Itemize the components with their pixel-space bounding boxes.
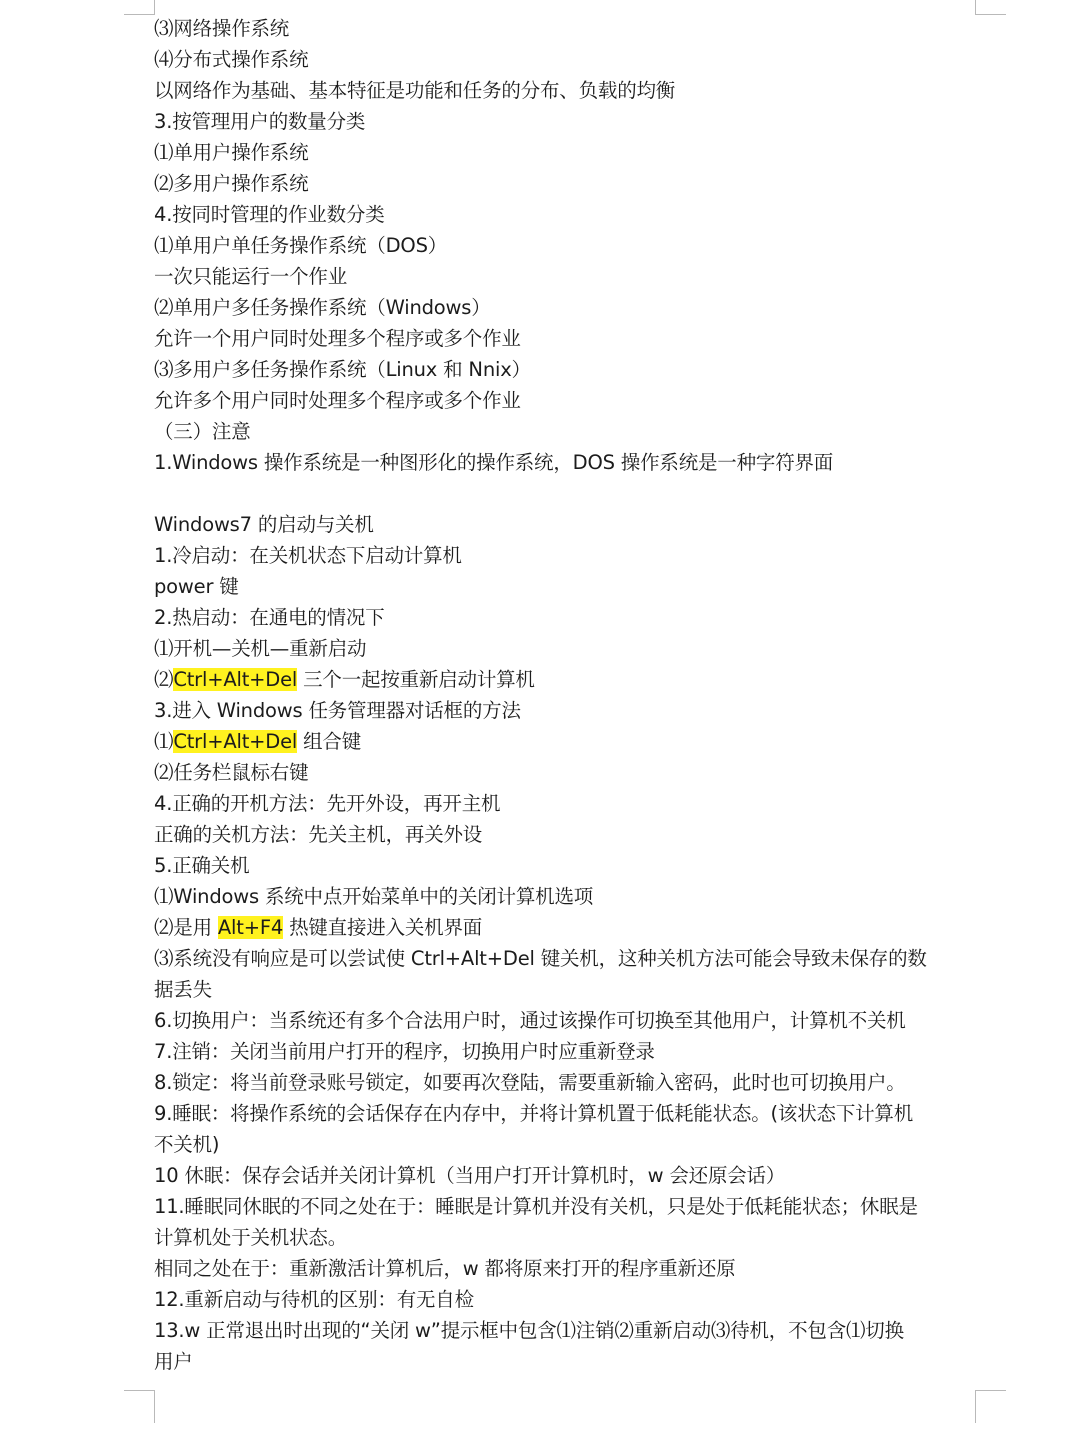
text-line: 据丢失 — [154, 978, 212, 1001]
text-line — [154, 912, 984, 943]
text-line: power 键 — [154, 575, 239, 598]
blank-line — [154, 478, 984, 509]
crop-mark-bottom-right — [975, 1390, 1006, 1423]
line-text: 三个一起按重新启动计算机 — [297, 668, 535, 691]
text-line: ⑴开机—关机—重新启动 — [154, 637, 367, 660]
text-line: 允许一个用户同时处理多个程序或多个作业 — [154, 327, 521, 350]
highlighted-shortcut: Ctrl+Alt+Del — [173, 668, 298, 691]
text-line: 1.Windows 操作系统是一种图形化的操作系统，DOS 操作系统是一种字符界面 — [154, 451, 834, 474]
line-text: 热键直接进入关机界面 — [283, 916, 483, 939]
text-line: 2.热启动：在通电的情况下 — [154, 606, 385, 629]
text-line: 以网络作为基础、基本特征是功能和任务的分布、负载的均衡 — [154, 79, 676, 102]
text-line: 用户 — [154, 1350, 193, 1373]
text-line: ⑵多用户操作系统 — [154, 172, 309, 195]
text-line: ⑴单用户操作系统 — [154, 141, 309, 164]
text-line — [154, 664, 984, 695]
text-line: ⑵任务栏鼠标右键 — [154, 761, 309, 784]
text-line: ⑶多用户多任务操作系统（Linux 和 Nnix） — [154, 358, 531, 381]
document-body — [154, 13, 984, 1377]
text-line: 5.正确关机 — [154, 854, 250, 877]
text-line: 9.睡眠：将操作系统的会话保存在内存中，并将计算机置于低耗能状态。(该状态下计算机 — [154, 1102, 914, 1125]
text-line: 12.重新启动与待机的区别：有无自检 — [154, 1288, 474, 1311]
text-line: 8.锁定：将当前登录账号锁定，如要再次登陆，需要重新输入密码，此时也可切换用户。 — [154, 1071, 906, 1094]
text-line: 不关机) — [154, 1133, 220, 1156]
text-line: 允许多个用户同时处理多个程序或多个作业 — [154, 389, 521, 412]
text-line: Windows7 的启动与关机 — [154, 513, 374, 536]
text-line: 计算机处于关机状态。 — [154, 1226, 348, 1249]
text-line: 7.注销：关闭当前用户打开的程序，切换用户时应重新登录 — [154, 1040, 655, 1063]
text-line: ⑶系统没有响应是可以尝试使 Ctrl+Alt+Del 键关机，这种关机方法可能会导致未保存的数 — [154, 947, 927, 970]
line-text: 组合键 — [297, 730, 362, 753]
text-line: （三）注意 — [154, 420, 251, 443]
text-line: 10 休眠：保存会话并关闭计算机（当用户打开计算机时，w 会还原会话） — [154, 1164, 786, 1187]
text-line: ⑵单用户多任务操作系统（Windows） — [154, 296, 491, 319]
text-line: 相同之处在于：重新激活计算机后，w 都将原来打开的程序重新还原 — [154, 1257, 736, 1280]
text-line: 3.按管理用户的数量分类 — [154, 110, 366, 133]
text-line: 4.正确的开机方法：先开外设，再开主机 — [154, 792, 501, 815]
line-text: ⑵是用 — [154, 916, 218, 939]
text-line: ⑶网络操作系统 — [154, 17, 290, 40]
text-line: 4.按同时管理的作业数分类 — [154, 203, 385, 226]
text-line: ⑴Windows 系统中点开始菜单中的关闭计算机选项 — [154, 885, 594, 908]
text-line: ⑷分布式操作系统 — [154, 48, 309, 71]
line-text: ⑵ — [154, 668, 174, 691]
text-line: 1.冷启动：在关机状态下启动计算机 — [154, 544, 462, 567]
line-text: ⑴ — [154, 730, 174, 753]
text-line: ⑴单用户单任务操作系统（DOS） — [154, 234, 448, 257]
text-line: 13.w 正常退出时出现的“关闭 w”提示框中包含⑴注销⑵重新启动⑶待机，不包含⑴切换 — [154, 1319, 904, 1342]
text-line — [154, 726, 984, 757]
crop-mark-top-left — [124, 0, 155, 15]
text-line: 正确的关机方法：先关主机，再关外设 — [154, 823, 483, 846]
highlighted-shortcut: Ctrl+Alt+Del — [173, 730, 298, 753]
text-line: 一次只能运行一个作业 — [154, 265, 348, 288]
text-line: 6.切换用户：当系统还有多个合法用户时，通过该操作可切换至其他用户，计算机不关机 — [154, 1009, 906, 1032]
text-line: 11.睡眠同休眠的不同之处在于：睡眠是计算机并没有关机，只是处于低耗能状态；休眠是 — [154, 1195, 918, 1218]
highlighted-shortcut: Alt+F4 — [217, 916, 284, 939]
text-line: 3.进入 Windows 任务管理器对话框的方法 — [154, 699, 521, 722]
crop-mark-bottom-left — [124, 1390, 155, 1423]
